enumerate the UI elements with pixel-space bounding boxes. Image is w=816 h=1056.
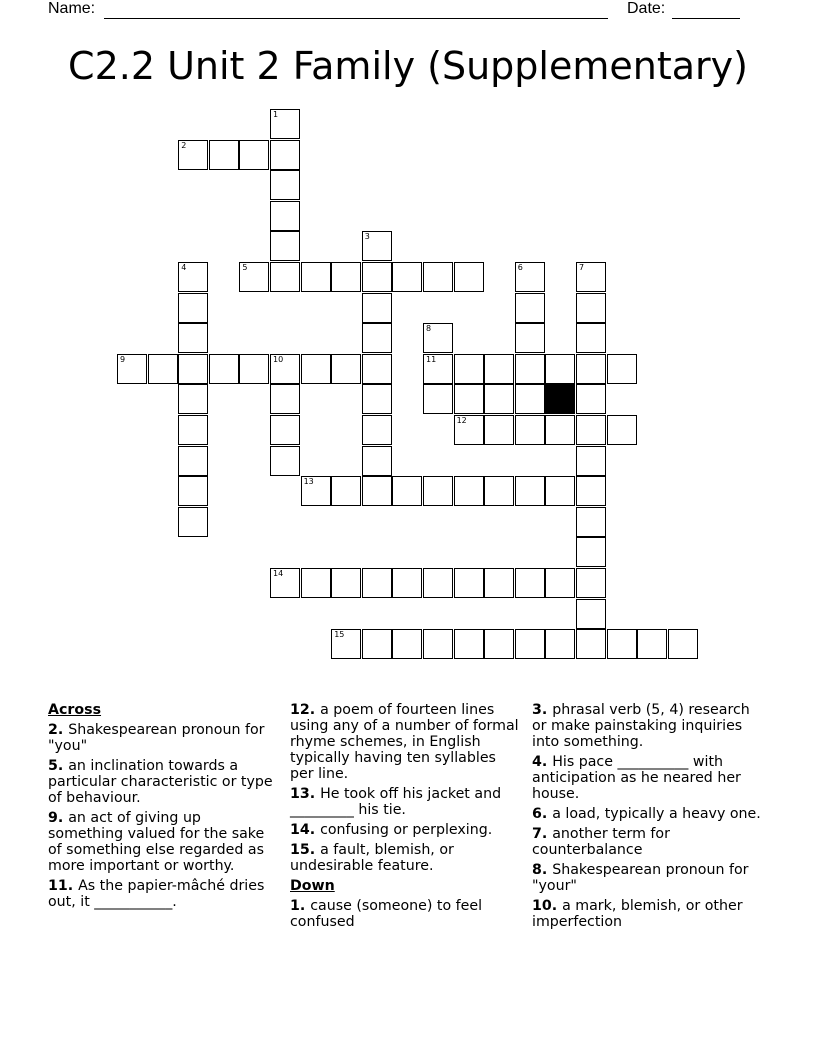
grid-cell[interactable]: [484, 354, 514, 384]
grid-cell[interactable]: [423, 384, 453, 414]
grid-cell[interactable]: [515, 354, 545, 384]
grid-cell[interactable]: [178, 262, 208, 292]
grid-cell[interactable]: [545, 568, 575, 598]
clue-number: 4.: [532, 754, 553, 770]
clue-item: [290, 702, 522, 782]
grid-cell[interactable]: [362, 293, 392, 323]
clue-item: [532, 898, 768, 930]
grid-cell[interactable]: [545, 354, 575, 384]
grid-cell[interactable]: [270, 446, 300, 476]
grid-cell[interactable]: [637, 629, 667, 659]
grid-cell[interactable]: [209, 140, 239, 170]
grid-cell[interactable]: [515, 323, 545, 353]
grid-cell[interactable]: [392, 629, 422, 659]
grid-cell[interactable]: [270, 201, 300, 231]
grid-cell[interactable]: [423, 354, 453, 384]
grid-cell[interactable]: [545, 476, 575, 506]
black-cell: [545, 384, 575, 414]
grid-cell[interactable]: [484, 384, 514, 414]
grid-cell[interactable]: [178, 354, 208, 384]
grid-cell[interactable]: [484, 629, 514, 659]
clue-number: 5.: [48, 758, 69, 774]
clue-number: 6: [517, 263, 523, 272]
grid-cell[interactable]: [454, 476, 484, 506]
grid-cell[interactable]: [515, 629, 545, 659]
grid-cell[interactable]: [423, 568, 453, 598]
clue-number: 15.: [290, 842, 321, 858]
grid-cell[interactable]: [576, 262, 606, 292]
grid-cell[interactable]: [576, 599, 606, 629]
grid-cell[interactable]: [392, 262, 422, 292]
grid-cell[interactable]: [239, 354, 269, 384]
clue-number: 9: [120, 354, 126, 364]
clue-number: 13.: [290, 786, 321, 802]
clue-item: [48, 758, 280, 806]
clue-number: 8.: [532, 862, 553, 878]
clue-number: 11: [426, 354, 437, 364]
grid-cell[interactable]: [301, 262, 331, 292]
grid-cell[interactable]: [362, 231, 392, 261]
grid-cell[interactable]: [331, 262, 361, 292]
grid-cell[interactable]: [239, 262, 269, 292]
grid-cell[interactable]: [515, 293, 545, 323]
grid-cell[interactable]: [423, 629, 453, 659]
clue-text: phrasal verb (5, 4) research or make painstaking inquiries into something.: [532, 702, 750, 750]
clue-text: As the papier-mâché dries out, it ___________.: [48, 878, 265, 910]
grid-cell[interactable]: [331, 568, 361, 598]
clue-item: [532, 806, 768, 822]
clue-item: [532, 702, 768, 750]
grid-cell[interactable]: [362, 415, 392, 445]
grid-cell[interactable]: [331, 629, 361, 659]
clue-number: 7: [579, 263, 585, 272]
clue-item: [48, 810, 280, 874]
clue-text: Shakespearean pronoun for "your": [532, 862, 749, 894]
clues-column-1: [48, 702, 280, 914]
grid-cell[interactable]: [484, 568, 514, 598]
grid-cell[interactable]: [301, 568, 331, 598]
grid-cell[interactable]: [270, 231, 300, 261]
grid-cell[interactable]: [178, 476, 208, 506]
grid-cell[interactable]: [362, 384, 392, 414]
grid-cell[interactable]: [178, 293, 208, 323]
grid-cell[interactable]: [270, 415, 300, 445]
clue-text: a poem of fourteen lines using any of a number of formal rhyme schemes, in English typically having ten syllables per line.: [290, 702, 519, 782]
grid-cell[interactable]: [178, 446, 208, 476]
grid-cell[interactable]: [209, 354, 239, 384]
clue-number: 13: [303, 477, 314, 487]
grid-cell[interactable]: [515, 415, 545, 445]
grid-cell[interactable]: [515, 262, 545, 292]
clue-item: [532, 754, 768, 802]
grid-cell[interactable]: [331, 476, 361, 506]
clue-item: [290, 898, 522, 930]
grid-cell[interactable]: [362, 568, 392, 598]
grid-cell[interactable]: [117, 354, 147, 384]
clue-text: Shakespearean pronoun for "you": [48, 722, 265, 754]
grid-cell[interactable]: [362, 629, 392, 659]
grid-cell[interactable]: [576, 476, 606, 506]
grid-cell[interactable]: [270, 140, 300, 170]
grid-cell[interactable]: [270, 568, 300, 598]
grid-cell[interactable]: [576, 415, 606, 445]
grid-cell[interactable]: [515, 476, 545, 506]
clue-number: 11.: [48, 878, 79, 894]
grid-cell[interactable]: [576, 507, 606, 537]
clue-item: [48, 878, 280, 910]
clue-number: 6.: [532, 806, 553, 822]
grid-cell[interactable]: [178, 384, 208, 414]
grid-cell[interactable]: [545, 415, 575, 445]
grid-cell[interactable]: [148, 354, 178, 384]
grid-cell[interactable]: [545, 629, 575, 659]
clue-number: 14.: [290, 822, 321, 838]
clues-column-3: [532, 702, 768, 934]
clue-text: a fault, blemish, or undesirable feature.: [290, 842, 454, 874]
grid-cell[interactable]: [454, 415, 484, 445]
name-label: Name:: [48, 0, 96, 17]
grid-cell[interactable]: [576, 537, 606, 567]
clue-text: confusing or perplexing.: [320, 822, 493, 838]
grid-cell[interactable]: [362, 323, 392, 353]
grid-cell[interactable]: [423, 476, 453, 506]
clue-text: an inclination towards a particular characteristic or type of behaviour.: [48, 758, 273, 806]
grid-cell[interactable]: [178, 507, 208, 537]
clue-text: His pace __________ with anticipation as he neared her house.: [532, 754, 741, 802]
grid-cell[interactable]: [270, 109, 300, 139]
date-label: Date:: [627, 0, 666, 17]
clue-number: 4: [181, 263, 187, 272]
grid-cell[interactable]: [270, 354, 300, 384]
clue-number: 2.: [48, 722, 69, 738]
grid-cell[interactable]: [362, 476, 392, 506]
grid-cell[interactable]: [607, 415, 637, 445]
grid-cell[interactable]: [454, 384, 484, 414]
clue-text: a mark, blemish, or other imperfection: [532, 898, 743, 930]
grid-cell[interactable]: [515, 568, 545, 598]
grid-cell[interactable]: [515, 384, 545, 414]
clue-number: 7.: [532, 826, 553, 842]
grid-cell[interactable]: [668, 629, 698, 659]
grid-cell[interactable]: [576, 568, 606, 598]
grid-cell[interactable]: [576, 293, 606, 323]
clue-item: [290, 786, 522, 818]
grid-cell[interactable]: [454, 568, 484, 598]
grid-cell[interactable]: [239, 140, 269, 170]
grid-cell[interactable]: [270, 384, 300, 414]
grid-cell[interactable]: [484, 415, 514, 445]
clues-column-2: [290, 702, 522, 934]
grid-cell[interactable]: [270, 170, 300, 200]
grid-cell[interactable]: [576, 629, 606, 659]
grid-cell[interactable]: [362, 446, 392, 476]
clue-text: an act of giving up something valued for the sake of something else regarded as more important or worthy.: [48, 810, 265, 874]
clue-text: He took off his jacket and _________ his tie.: [290, 786, 502, 818]
clue-number: 3.: [532, 702, 553, 718]
clue-number: 5: [242, 263, 248, 272]
clue-number: 9.: [48, 810, 69, 826]
grid-cell[interactable]: [392, 568, 422, 598]
clue-number: 3: [364, 232, 370, 242]
grid-cell[interactable]: [178, 323, 208, 353]
down-heading: Down: [290, 878, 335, 894]
clue-number: 15: [334, 630, 345, 640]
clue-text: cause (someone) to feel confused: [290, 898, 483, 930]
clue-item: [290, 822, 522, 838]
clue-number: 14: [273, 569, 284, 578]
grid-cell[interactable]: [454, 262, 484, 292]
clue-number: 12.: [290, 702, 321, 718]
grid-cell[interactable]: [362, 354, 392, 384]
clue-number: 8: [426, 324, 432, 334]
grid-cell[interactable]: [576, 323, 606, 353]
clue-number: 10.: [532, 898, 563, 914]
grid-cell[interactable]: [484, 476, 514, 506]
grid-cell[interactable]: [331, 354, 361, 384]
grid-cell[interactable]: [178, 415, 208, 445]
clue-item: [532, 826, 768, 858]
grid-cell[interactable]: [454, 629, 484, 659]
across-heading: Across: [48, 702, 102, 718]
grid-cell[interactable]: [454, 354, 484, 384]
clue-number: 10: [273, 354, 284, 364]
grid-cell[interactable]: [362, 262, 392, 292]
grid-cell[interactable]: [576, 384, 606, 414]
clue-item: [290, 842, 522, 874]
grid-cell[interactable]: [423, 323, 453, 353]
grid-cell[interactable]: [576, 354, 606, 384]
clue-item: [532, 862, 768, 894]
grid-cell[interactable]: [301, 476, 331, 506]
grid-cell[interactable]: [607, 629, 637, 659]
grid-cell[interactable]: [423, 262, 453, 292]
grid-cell[interactable]: [576, 446, 606, 476]
grid-cell[interactable]: [270, 262, 300, 292]
clue-text: another term for counterbalance: [532, 826, 670, 858]
grid-cell[interactable]: [392, 476, 422, 506]
grid-cell[interactable]: [607, 354, 637, 384]
clue-number: 1.: [290, 898, 311, 914]
grid-cell[interactable]: [301, 354, 331, 384]
clue-number: 12: [456, 416, 467, 425]
grid-cell[interactable]: [178, 140, 208, 170]
clue-item: [48, 722, 280, 754]
clue-number: 1: [273, 110, 279, 119]
clue-text: a load, typically a heavy one.: [552, 806, 761, 822]
clue-number: 2: [181, 140, 187, 150]
page-title: C2.2 Unit 2 Family (Supplementary): [68, 44, 748, 88]
